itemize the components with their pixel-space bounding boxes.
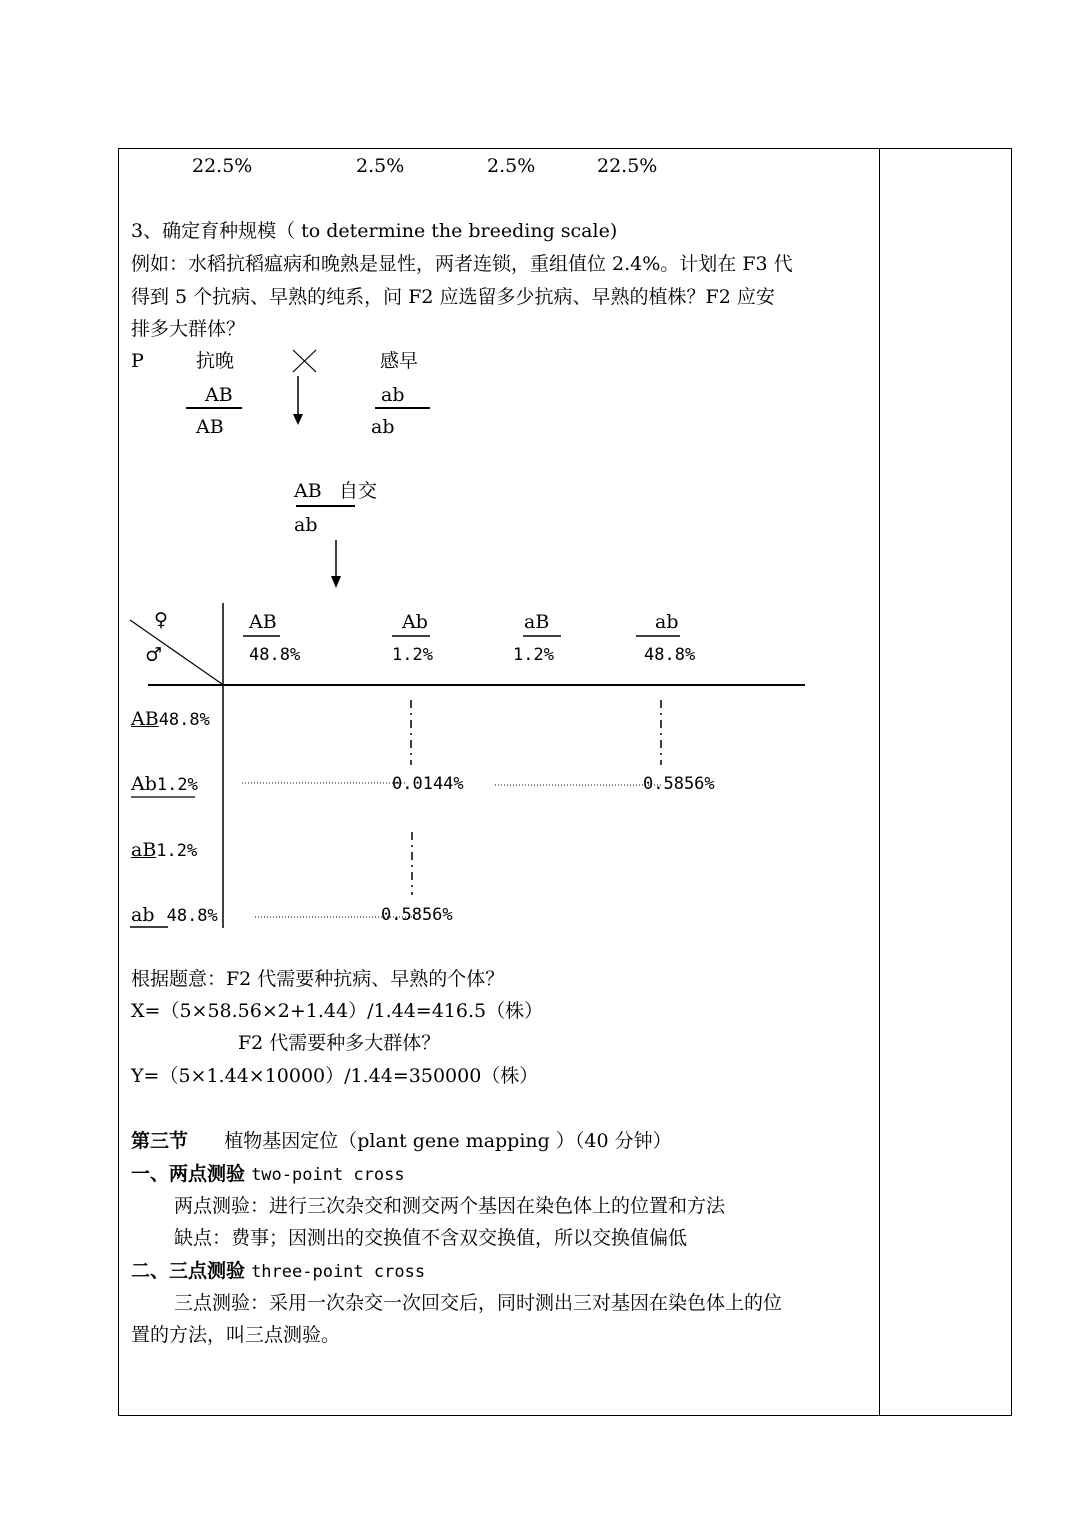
question-1: 根据题意：F2 代需要种抗病、早熟的个体？	[131, 968, 505, 990]
paragraph-2: 缺点：费事；因测出的交换值不含双交换值，所以交换值偏低	[174, 1227, 688, 1249]
example-line-2: 得到 5 个抗病、早熟的纯系，问 F2 应选留多少抗病、早熟的植株？F2 应安	[131, 286, 775, 308]
col-freq-2: 1.2%	[392, 645, 433, 665]
col-freq-4: 48.8%	[644, 645, 696, 665]
row-freq-2: 1.2%	[156, 775, 198, 795]
col-freq-3: 1.2%	[513, 645, 554, 665]
row-gamete-2: Ab	[131, 773, 157, 795]
section-title-cn: 第三节	[131, 1130, 189, 1152]
paragraph-3: 三点测验：采用一次杂交一次回交后，同时测出三对基因在染色体上的位	[174, 1292, 783, 1314]
arrow-2-head	[331, 576, 341, 588]
f1-self: 自交	[339, 480, 378, 502]
example-line-3: 排多大群体？	[131, 318, 246, 340]
pct-4: 22.5%	[597, 155, 658, 177]
pct-3: 2.5%	[487, 155, 536, 177]
row-gamete-4: ab	[131, 904, 155, 926]
cell-r2-c4: 0.5856%	[643, 774, 715, 794]
heading-three-point	[131, 1260, 425, 1283]
example-line-1: 例如：水稻抗稻瘟病和晚熟是显性，两者连锁，重组值位 2.4%。计划在 F3 代	[131, 253, 793, 275]
table-diagonal	[130, 620, 222, 684]
row-header-2	[131, 773, 198, 796]
male-symbol: ♂	[145, 644, 163, 666]
question-2: F2 代需要种多大群体？	[238, 1032, 441, 1054]
row-freq-3: 1.2%	[156, 841, 198, 861]
heading-two-point-en: two-point cross	[251, 1165, 405, 1185]
parent-1: 抗晚	[196, 350, 235, 372]
cell-r2-c2: 0.0144%	[392, 774, 464, 794]
col-gamete-2: Ab	[402, 611, 428, 633]
f1-bottom: ab	[294, 514, 318, 536]
row-header-4	[131, 904, 218, 927]
f1-top: AB	[294, 480, 322, 502]
heading-breeding-scale: 3、确定育种规模（ to determine the breeding scale)	[131, 220, 618, 242]
genotype-1-bottom: AB	[196, 416, 224, 438]
pct-2: 2.5%	[356, 155, 405, 177]
row-header-3	[131, 839, 197, 862]
col-freq-1: 48.8%	[249, 645, 301, 665]
paragraph-4: 置的方法，叫三点测验。	[131, 1324, 341, 1346]
row-gamete-3: aB	[131, 839, 157, 861]
heading-three-point-en: three-point cross	[251, 1262, 426, 1282]
section-title-rest: 植物基因定位（plant gene mapping ）（40 分钟）	[224, 1130, 672, 1152]
row-freq-1: 48.8%	[158, 710, 210, 730]
heading-two-point	[131, 1163, 405, 1186]
y-equation: Y=（5×1.44×10000）/1.44=350000（株）	[131, 1065, 539, 1087]
section-title	[131, 1130, 672, 1152]
heading-two-point-cn: 一、两点测验	[131, 1163, 246, 1185]
parent-2: 感早	[380, 350, 419, 372]
female-symbol: ♀	[154, 609, 168, 631]
heading-three-point-cn: 二、三点测验	[131, 1260, 246, 1282]
row-freq-4: 48.8%	[166, 906, 218, 926]
row-header-1	[131, 708, 210, 731]
arrow-1-head	[293, 414, 303, 425]
genotype-2-bottom: ab	[371, 416, 395, 438]
col-gamete-4: ab	[655, 611, 679, 633]
row-gamete-1: AB	[131, 708, 159, 730]
x-equation: X=（5×58.56×2+1.44）/1.44=416.5（株）	[131, 1000, 544, 1022]
col-gamete-3: aB	[524, 611, 550, 633]
p-label: P	[131, 350, 144, 372]
col-gamete-1: AB	[249, 611, 277, 633]
paragraph-1: 两点测验：进行三次杂交和测交两个基因在染色体上的位置和方法	[174, 1195, 726, 1217]
cell-r4-c2: 0.5856%	[381, 905, 453, 925]
pct-1: 22.5%	[192, 155, 253, 177]
genotype-1-top: AB	[205, 384, 233, 406]
genotype-2-top: ab	[381, 384, 405, 406]
